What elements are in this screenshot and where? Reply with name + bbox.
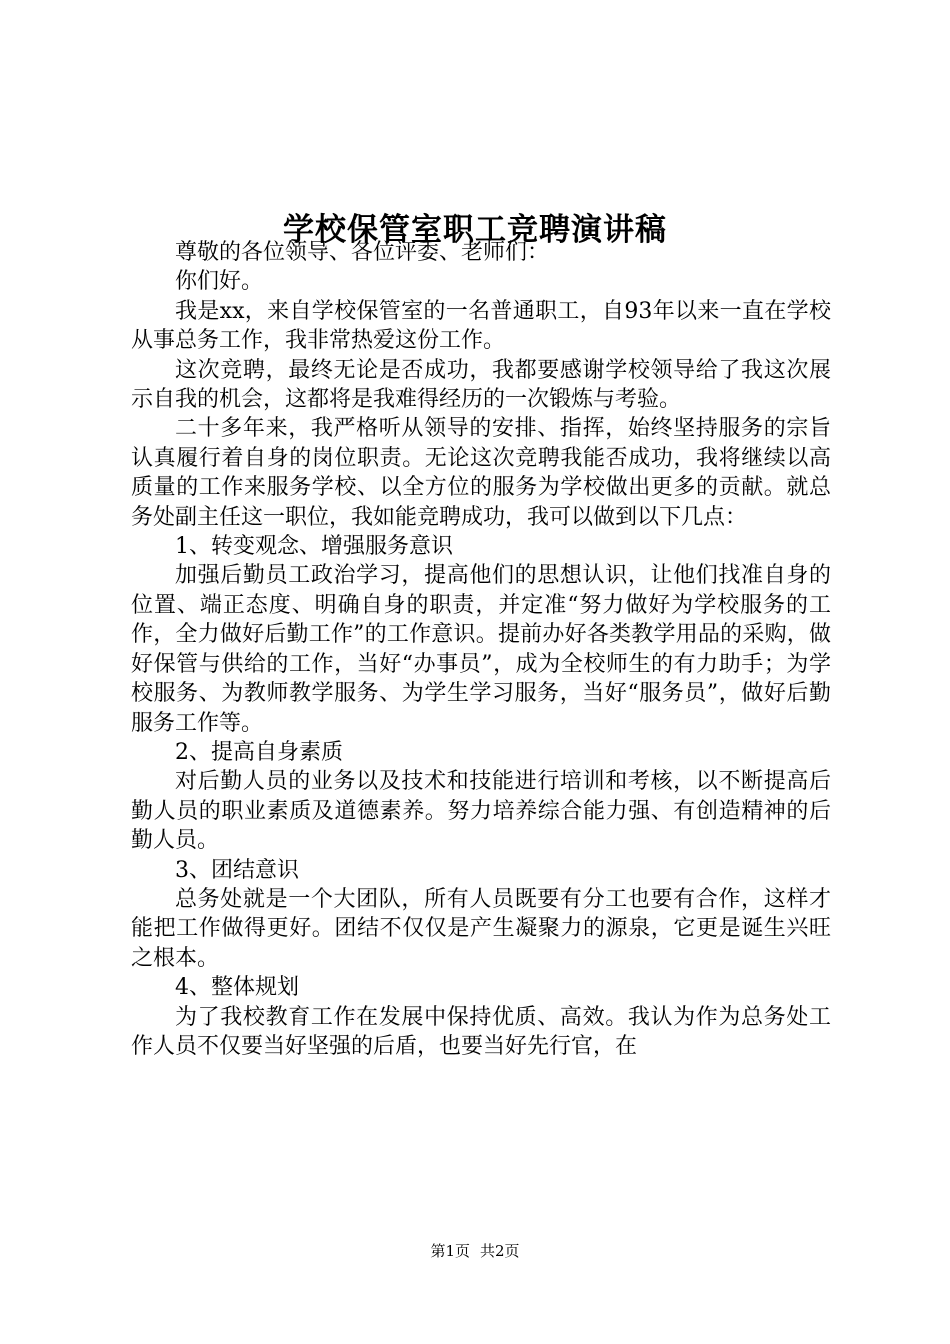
section-body-3: 总务处就是一个大团队，所有人员既要有分工也要有合作，这样才能把工作做得更好。团结不仅仅是产生凝聚力的源泉，它更是诞生兴旺之根本。 [131, 886, 831, 971]
page-number: 第1页 [430, 1242, 470, 1260]
paragraph-experience: 二十多年来，我严格听从领导的安排、指挥，始终坚持服务的宗旨认真履行着自身的岗位职责。无论这次竞聘我能否成功，我将继续以高质量的工作来服务学校、以全方位的服务为学校做出更多的贡献。就总务处副主任这一职位，我如能竞聘成功，我可以做到以下几点： [131, 416, 831, 530]
section-heading-3: 3、团结意识 [175, 857, 299, 883]
section-body-4: 为了我校教育工作在发展中保持优质、高效。我认为作为总务处工作人员不仅要当好坚强的后盾，也要当好先行官，在 [131, 1004, 831, 1059]
salutation: 尊敬的各位领导、各位评委、老师们： [175, 240, 550, 265]
page-footer [0, 1239, 950, 1263]
paragraph-intro: 我是xx，来自学校保管室的一名普通职工，自93年以来一直在学校从事总务工作，我非常热爱这份工作。 [131, 298, 831, 354]
document-title: 学校保管室职工竞聘演讲稿 [283, 211, 667, 248]
page-total: 共2页 [480, 1242, 520, 1260]
paragraph-thanks: 这次竞聘，最终无论是否成功，我都要感谢学校领导给了我这次展示自我的机会，这都将是我难得经历的一次锻炼与考验。 [131, 357, 831, 413]
section-heading-1: 1、转变观念、增强服务意识 [175, 534, 453, 560]
greeting: 你们好。 [175, 269, 264, 295]
section-heading-2: 2、提高自身素质 [175, 739, 343, 765]
section-body-1: 加强后勤员工政治学习，提高他们的思想认识，让他们找准自身的位置、端正态度、明确自身的职责，并定准“努力做好为学校服务的工作，全力做好后勤工作”的工作意识。提前办好各类教学用品的采购，做好保管与供给的工作，当好“办事员”，成为全校师生的有力助手；为学校服务、为教师教学服务、为学生学习服务，当好“服务员”，做好后勤服务工作等。 [131, 563, 831, 736]
document-body [131, 238, 831, 1061]
section-body-2: 对后勤人员的业务以及技术和技能进行培训和考核，以不断提高后勤人员的职业素质及道德素养。努力培养综合能力强、有创造精神的后勤人员。 [131, 769, 831, 854]
section-heading-4: 4、整体规划 [175, 975, 299, 1001]
